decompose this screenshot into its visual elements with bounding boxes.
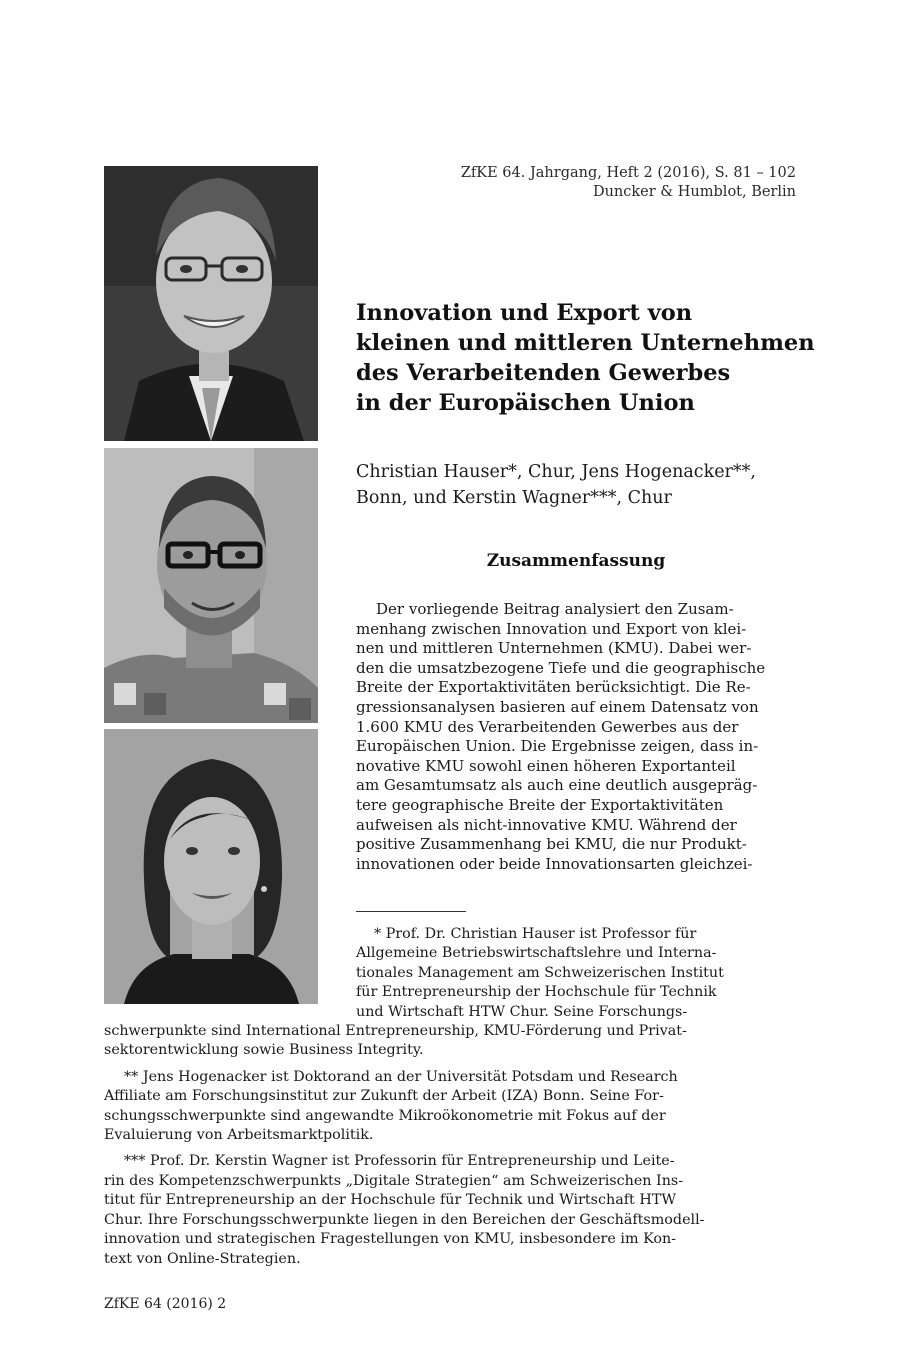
abstract-line: Breite der Exportaktivitäten berücksichtigt. Die Re-	[356, 678, 751, 697]
journal-citation	[461, 164, 796, 202]
footnote-line: für Entrepreneurship der Hochschule für Technik	[356, 984, 717, 1001]
footnote-line: ** Jens Hogenacker ist Doktorand an der Universität Potsdam und Research	[124, 1068, 678, 1085]
author-line: Bonn, und Kerstin Wagner***, Chur	[356, 488, 672, 508]
title-line: in der Europäischen Union	[356, 390, 695, 416]
footnote-line: Chur. Ihre Forschungsschwerpunkte liegen in den Bereichen der Geschäftsmodell-	[104, 1211, 705, 1228]
abstract-line: den die umsatzbezogene Tiefe und die geographische	[356, 658, 766, 677]
author-list	[356, 459, 806, 511]
abstract-line: 1.600 KMU des Verarbeitenden Gewerbes aus der	[356, 717, 739, 736]
footnote-line: *** Prof. Dr. Kerstin Wagner ist Professorin für Entrepreneurship und Leite-	[124, 1153, 675, 1170]
title-line: Innovation und Export von	[356, 300, 693, 326]
footnote-line: schwerpunkte sind International Entrepreneurship, KMU-Förderung und Privat-	[104, 1023, 687, 1040]
footnote-line: text von Online-Strategien.	[104, 1250, 301, 1267]
abstract-line: aufweisen als nicht-innovative KMU. Während der	[356, 815, 737, 834]
abstract-line: novative KMU sowohl einen höheren Exportanteil	[356, 756, 736, 775]
abstract-text	[356, 600, 796, 874]
abstract-heading: Zusammenfassung	[486, 551, 666, 571]
abstract-line: menhang zwischen Innovation und Export von klei-	[356, 619, 747, 638]
footnote-line: Allgemeine Betriebswirtschaftslehre und Interna-	[356, 945, 717, 962]
abstract-line: tere geographische Breite der Exportaktivitäten	[356, 795, 724, 814]
footnote-line: rin des Kompetenzschwerpunkts „Digitale Strategien“ am Schweizerischen Ins-	[104, 1172, 684, 1189]
footnote-line: sektorentwicklung sowie Business Integrity.	[104, 1042, 424, 1059]
publisher-line: Duncker & Humblot, Berlin	[592, 184, 796, 200]
footnote-line: innovation und strategischen Fragestellungen von KMU, insbesondere im Kon-	[104, 1231, 677, 1248]
abstract-line: innovationen oder beide Innovationsarten gleichzei-	[356, 854, 753, 873]
footnote-divider	[356, 911, 466, 912]
abstract-line: gressionsanalysen basieren auf einem Datensatz von	[356, 697, 759, 716]
footnote-hauser	[104, 925, 798, 1061]
journal-issue-line: ZfKE 64. Jahrgang, Heft 2 (2016), S. 81 – 102	[460, 165, 796, 181]
author-photo-hauser	[104, 166, 318, 441]
title-line: des Verarbeitenden Gewerbes	[356, 360, 731, 386]
footnote-line: titut für Entrepreneurship an der Hochschule für Technik und Wirtschaft HTW	[104, 1192, 677, 1209]
footnote-line: und Wirtschaft HTW Chur. Seine Forschungs-	[356, 1003, 688, 1020]
footnotes	[104, 925, 798, 1269]
footnote-wagner	[104, 1152, 798, 1268]
footnote-line: schungsschwerpunkte sind angewandte Mikroökonometrie mit Fokus auf der	[104, 1107, 666, 1124]
footnote-hogenacker	[104, 1068, 798, 1146]
article-title	[356, 298, 816, 418]
portrait-hauser-image	[104, 166, 318, 441]
abstract-line: Europäischen Union. Die Ergebnisse zeigen, dass in-	[356, 737, 759, 756]
footnote-line: Affiliate am Forschungsinstitut zur Zukunft der Arbeit (IZA) Bonn. Seine For-	[104, 1088, 664, 1105]
author-line: Christian Hauser*, Chur, Jens Hogenacker**,	[356, 462, 756, 482]
page-footer: ZfKE 64 (2016) 2	[104, 1296, 227, 1312]
footnote-line: Evaluierung von Arbeitsmarktpolitik.	[104, 1127, 374, 1144]
abstract-line: nen und mittleren Unternehmen (KMU). Dabei wer-	[356, 639, 752, 658]
title-line: kleinen und mittleren Unternehmen	[356, 330, 815, 356]
abstract-line: am Gesamtumsatz als auch eine deutlich ausgepräg-	[356, 776, 758, 795]
abstract-line: Der vorliegende Beitrag analysiert den Zusam-	[376, 600, 734, 618]
portrait-hogenacker-image	[104, 448, 318, 723]
author-photo-hogenacker	[104, 448, 318, 723]
footnote-line: * Prof. Dr. Christian Hauser ist Professor für	[374, 926, 697, 942]
footnote-line: tionales Management am Schweizerischen Institut	[356, 964, 724, 981]
abstract-line: positive Zusammenhang bei KMU, die nur Produkt-	[356, 835, 747, 854]
